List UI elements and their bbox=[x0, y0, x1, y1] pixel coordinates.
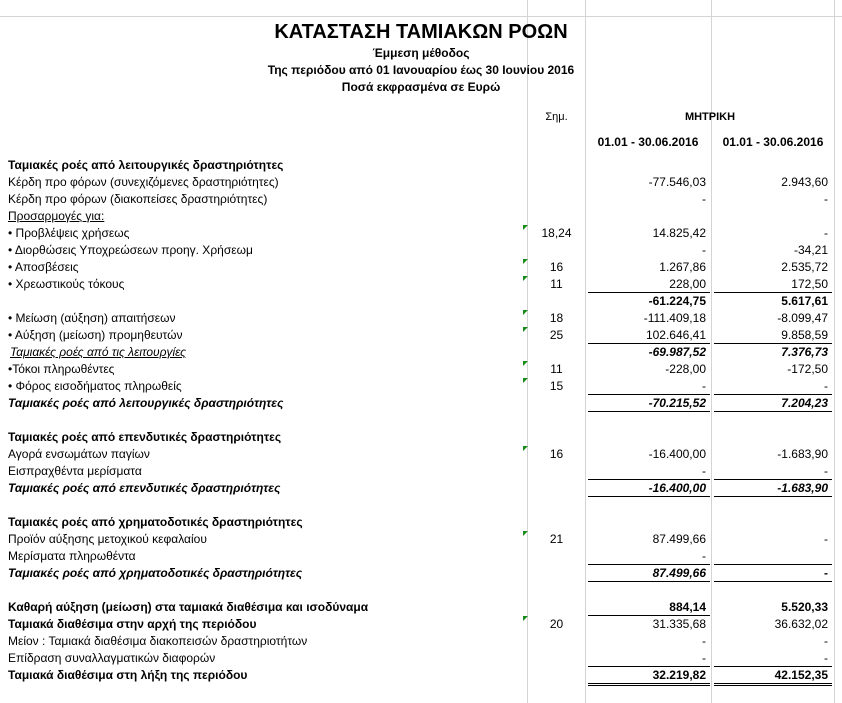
comment-marker-icon bbox=[523, 361, 528, 366]
amount-current: - bbox=[702, 634, 706, 648]
table-row bbox=[0, 565, 842, 582]
amount-comparative: 5.520,33 bbox=[781, 600, 828, 614]
table-row bbox=[0, 259, 842, 276]
note-ref bbox=[528, 565, 585, 582]
note-ref: 18,24 bbox=[541, 226, 572, 240]
amount-comparative: -34,21 bbox=[793, 243, 828, 257]
amount-current: -69.987,52 bbox=[648, 345, 706, 359]
amount-current: -70.215,52 bbox=[648, 396, 706, 410]
comment-marker-icon bbox=[523, 310, 528, 315]
row-label: Ταμιακές ροές από λειτουργικές δραστηριότητες bbox=[8, 158, 284, 172]
note-ref bbox=[528, 293, 585, 310]
comment-marker-icon bbox=[523, 259, 528, 264]
row-label: • Φόρος εισοδήματος πληρωθείς bbox=[8, 379, 182, 393]
row-label: Κέρδη προ φόρων (συνεχιζόμενες δραστηριότητες) bbox=[8, 175, 279, 189]
table-row bbox=[0, 174, 842, 191]
amount-current: 102.646,41 bbox=[645, 328, 706, 342]
period-column-header: 01.01 - 30.06.2016 bbox=[597, 135, 699, 149]
amount-current: 32.219,82 bbox=[652, 668, 706, 682]
table-row bbox=[0, 633, 842, 650]
row-label: Ταμιακά διαθέσιμα στη λήξη της περιόδου bbox=[8, 668, 248, 682]
amount-current bbox=[586, 582, 710, 599]
table-row bbox=[0, 208, 842, 225]
amount-current: -228,00 bbox=[665, 362, 706, 376]
note-ref bbox=[528, 650, 585, 667]
amount-current bbox=[586, 514, 710, 531]
amount-current bbox=[586, 497, 710, 514]
note-ref bbox=[528, 157, 585, 174]
note-ref bbox=[528, 599, 585, 616]
amount-current: 228,00 bbox=[669, 277, 706, 291]
comment-marker-icon bbox=[523, 446, 528, 451]
note-ref bbox=[528, 667, 585, 684]
amount-comparative bbox=[714, 157, 834, 174]
amount-current bbox=[586, 157, 710, 174]
note-ref bbox=[528, 174, 585, 191]
amount-current: 1.267,86 bbox=[659, 260, 706, 274]
note-ref bbox=[528, 582, 585, 599]
report-title: ΚΑΤΑΣΤΑΣΗ ΤΑΜΙΑΚΩΝ ΡΟΩΝ bbox=[274, 21, 568, 43]
amount-current: 884,14 bbox=[669, 600, 706, 614]
amount-comparative: 9.858,59 bbox=[781, 328, 828, 342]
table-row bbox=[0, 310, 842, 327]
amount-comparative: - bbox=[824, 226, 828, 240]
amount-comparative: -172,50 bbox=[787, 362, 828, 376]
amount-current: 31.335,68 bbox=[652, 617, 706, 631]
table-row bbox=[0, 344, 842, 361]
note-ref: 16 bbox=[549, 260, 564, 274]
company-column-header: ΜΗΤΡΙΚΗ bbox=[684, 111, 736, 123]
table-row bbox=[0, 616, 842, 633]
row-label: Αγορά ενσωμάτων παγίων bbox=[8, 447, 150, 461]
table-row bbox=[0, 582, 842, 599]
table-row bbox=[0, 480, 842, 497]
note-ref bbox=[528, 480, 585, 497]
table-row bbox=[0, 361, 842, 378]
amount-current: - bbox=[702, 243, 706, 257]
report-method: Έμμεση μέθοδος bbox=[372, 46, 470, 60]
comment-marker-icon bbox=[523, 276, 528, 281]
table-row bbox=[0, 225, 842, 242]
amount-comparative bbox=[714, 208, 834, 225]
note-ref: 21 bbox=[549, 532, 564, 546]
table-row bbox=[0, 548, 842, 565]
amount-current: 87.499,66 bbox=[652, 532, 706, 546]
table-row bbox=[0, 378, 842, 395]
note-ref: 20 bbox=[549, 617, 564, 631]
amount-comparative: 42.152,35 bbox=[774, 668, 828, 682]
amount-current: - bbox=[702, 549, 706, 563]
comment-marker-icon bbox=[523, 225, 528, 230]
row-label: Ταμιακές ροές από χρηματοδοτικές δραστηριότητες bbox=[8, 515, 303, 529]
note-ref bbox=[528, 395, 585, 412]
note-ref bbox=[528, 633, 585, 650]
table-row bbox=[0, 599, 842, 616]
note-ref: 11 bbox=[550, 362, 563, 376]
table-row bbox=[0, 429, 842, 446]
amount-current: - bbox=[702, 464, 706, 478]
row-label: Ταμιακά διαθέσιμα στην αρχή της περιόδου bbox=[8, 617, 257, 631]
amount-comparative: - bbox=[824, 566, 828, 580]
row-label: Ταμιακές ροές από λειτουργικές δραστηριότητες bbox=[8, 396, 284, 410]
table-row bbox=[0, 242, 842, 259]
amount-comparative: 5.617,61 bbox=[781, 294, 828, 308]
note-column-header: Σημ. bbox=[545, 111, 568, 123]
note-ref: 16 bbox=[549, 447, 564, 461]
note-ref bbox=[528, 463, 585, 480]
row-label: • Μείωση (αύξηση) απαιτήσεων bbox=[8, 311, 176, 325]
row-label: • Χρεωστικούς τόκους bbox=[8, 277, 125, 291]
table-row bbox=[0, 463, 842, 480]
report-period: Της περιόδου από 01 Ιανουαρίου έως 30 Ιουνίου 2016 bbox=[267, 63, 575, 77]
row-label: Εισπραχθέντα μερίσματα bbox=[8, 464, 142, 478]
comment-marker-icon bbox=[523, 616, 528, 621]
note-ref: 25 bbox=[549, 328, 564, 342]
note-ref bbox=[528, 429, 585, 446]
amount-comparative: 7.204,23 bbox=[781, 396, 828, 410]
amount-comparative bbox=[714, 412, 834, 429]
table-row bbox=[0, 327, 842, 344]
period-column-header: 01.01 - 30.06.2016 bbox=[722, 135, 824, 149]
row-label: Ταμιακές ροές από χρηματοδοτικές δραστηριότητες bbox=[8, 566, 303, 580]
table-row bbox=[0, 191, 842, 208]
note-ref: 18 bbox=[549, 311, 564, 325]
amount-current: -61.224,75 bbox=[648, 294, 706, 308]
amount-comparative: 36.632,02 bbox=[774, 617, 828, 631]
comment-marker-icon bbox=[523, 531, 528, 536]
amount-current: 87.499,66 bbox=[652, 566, 706, 580]
amount-comparative: - bbox=[824, 651, 828, 665]
row-label: Επίδραση συναλλαγματικών διαφορών bbox=[8, 651, 216, 665]
gridline bbox=[0, 16, 842, 17]
note-ref bbox=[528, 514, 585, 531]
note-ref bbox=[528, 497, 585, 514]
table-row bbox=[0, 293, 842, 310]
row-label: • Διορθώσεις Υποχρεώσεων προηγ. Χρήσεωμ bbox=[8, 243, 253, 257]
amount-current: -111.409,18 bbox=[643, 311, 706, 325]
row-label: Ταμιακές ροές από τις λειτουργίες bbox=[10, 345, 186, 359]
note-ref: 11 bbox=[550, 277, 563, 291]
row-label: • Αποσβέσεις bbox=[8, 260, 79, 274]
amount-current: -16.400,00 bbox=[648, 481, 706, 495]
table-row bbox=[0, 446, 842, 463]
amount-current bbox=[586, 412, 710, 429]
amount-comparative bbox=[714, 497, 834, 514]
amount-comparative: - bbox=[824, 634, 828, 648]
double-underline bbox=[588, 683, 710, 686]
double-underline bbox=[714, 683, 832, 686]
note-ref bbox=[528, 412, 585, 429]
table-row bbox=[0, 497, 842, 514]
table-row bbox=[0, 276, 842, 293]
row-label: Κέρδη προ φόρων (διακοπείσες δραστηριότητες) bbox=[8, 192, 268, 206]
amount-comparative: 2.535,72 bbox=[781, 260, 828, 274]
amount-comparative: 7.376,73 bbox=[781, 345, 828, 359]
row-label: Προϊόν αύξησης μετοχικού κεφαλαίου bbox=[8, 532, 207, 546]
table-row bbox=[0, 157, 842, 174]
row-label: Μείον : Ταμιακά διαθέσιμα διακοπεισών δραστηριοτήτων bbox=[8, 634, 308, 648]
amount-comparative bbox=[714, 429, 834, 446]
amount-current bbox=[586, 429, 710, 446]
table-row bbox=[0, 514, 842, 531]
amount-comparative bbox=[714, 514, 834, 531]
row-label: Ταμιακές ροές από επενδυτικές δραστηριότητες bbox=[8, 481, 281, 495]
amount-comparative: - bbox=[824, 192, 828, 206]
amount-current: - bbox=[702, 651, 706, 665]
amount-comparative bbox=[714, 548, 834, 565]
row-label: •Τόκοι πληρωθέντες bbox=[8, 362, 115, 376]
table-row bbox=[0, 531, 842, 548]
amount-current: - bbox=[702, 192, 706, 206]
row-label: Ταμιακές ροές από επενδυτικές δραστηριότητες bbox=[8, 430, 282, 444]
row-label: Μερίσματα πληρωθέντα bbox=[8, 549, 136, 563]
amount-comparative: -1.683,90 bbox=[777, 447, 828, 461]
amount-comparative: 172,50 bbox=[791, 277, 828, 291]
row-label: Καθαρή αύξηση (μείωση) στα ταμιακά διαθέσιμα και ισοδύναμα bbox=[8, 600, 369, 614]
amount-current: -77.546,03 bbox=[648, 175, 706, 189]
note-ref bbox=[528, 191, 585, 208]
comment-marker-icon bbox=[523, 327, 528, 332]
amount-comparative: -1.683,90 bbox=[777, 481, 828, 495]
note-ref bbox=[528, 242, 585, 259]
table-row bbox=[0, 395, 842, 412]
note-ref: 15 bbox=[549, 379, 564, 393]
amount-current bbox=[586, 208, 710, 225]
amount-comparative: - bbox=[824, 532, 828, 546]
amount-comparative: - bbox=[824, 464, 828, 478]
table-row bbox=[0, 667, 842, 684]
amount-current: -16.400,00 bbox=[648, 447, 706, 461]
amount-comparative: -8.099,47 bbox=[777, 311, 828, 325]
row-label: • Αύξηση (μείωση) προμηθευτών bbox=[8, 328, 183, 342]
amount-current: 14.825,42 bbox=[652, 226, 706, 240]
row-label: • Προβλέψεις χρήσεως bbox=[8, 226, 130, 240]
note-ref bbox=[528, 344, 585, 361]
note-ref bbox=[528, 208, 585, 225]
report-currency: Ποσά εκφρασμένα σε Ευρώ bbox=[341, 80, 501, 94]
table-row bbox=[0, 412, 842, 429]
table-row bbox=[0, 650, 842, 667]
note-ref bbox=[528, 548, 585, 565]
amount-comparative: - bbox=[824, 379, 828, 393]
amount-comparative bbox=[714, 582, 834, 599]
comment-marker-icon bbox=[523, 378, 528, 383]
amount-current: - bbox=[702, 379, 706, 393]
amount-comparative: 2.943,60 bbox=[781, 175, 828, 189]
row-label: Προσαρμογές για: bbox=[8, 209, 105, 223]
